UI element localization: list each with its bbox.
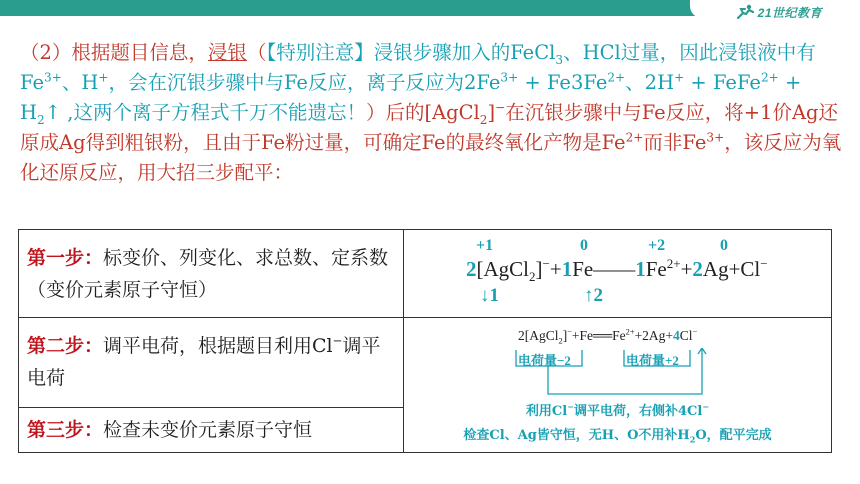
charge-balance-equation — [412, 322, 823, 400]
para-open-paren: （ — [246, 41, 267, 64]
species-fe2: Fe — [645, 256, 667, 281]
para-note-8: + H — [20, 71, 802, 124]
eq-plus: + — [680, 256, 693, 281]
step-1-title: 第一步： — [27, 246, 104, 269]
para-sup: + — [674, 70, 685, 85]
para-note-5: + Fe3Fe — [518, 71, 608, 94]
eq-sub: 2 — [558, 336, 563, 346]
para-sup: 3+ — [500, 70, 519, 85]
step-2-text-b: 调平电荷 — [27, 335, 381, 390]
note-atom-check — [412, 424, 823, 448]
change-increase: ↑2 — [584, 284, 603, 306]
equation-line-1 — [466, 257, 768, 282]
eq-sup: − — [567, 327, 572, 337]
eq2-part: ] — [562, 328, 568, 344]
note-sub: 2 — [689, 434, 696, 445]
para-note-7: + FeFe — [684, 71, 761, 94]
step-row-1 — [19, 230, 832, 318]
ox-state-fe: 0 — [580, 236, 588, 254]
note-sup: − — [567, 401, 574, 412]
para-term-jinyin: 浸银 — [207, 41, 247, 64]
eq-sup: 2+ — [666, 255, 681, 271]
para-note-4: ，会在沉银步骤中与Fe反应，离子反应为2Fe — [108, 71, 501, 94]
brand-logo — [734, 2, 822, 22]
eq2-added-coef: 4 — [673, 328, 680, 344]
note-sup: − — [702, 401, 710, 412]
species-agcl2: [AgCl — [476, 256, 529, 281]
species-ag-cl: Ag+Cl — [702, 256, 761, 281]
eq2-part: +2Ag+ — [634, 328, 674, 344]
note-1-a: 利用Cl — [525, 404, 568, 420]
note-charge-balance — [412, 400, 823, 424]
step-1-text: 标变价、列变化、求总数、定系数（变价元素原子守恒） — [27, 246, 389, 301]
step-2-title: 第二步： — [27, 335, 104, 358]
step-2-text-a: 调平电荷，根据题目利用Cl — [103, 335, 333, 358]
para-red-3: 在沉银步骤中与Fe反应，将+1价Ag还原成Ag得到粗银粉，且由于Fe粉过量，可确定Fe的最终氧化产物是Fe — [20, 101, 839, 154]
step-3-text: 检查未变价元素原子守恒 — [103, 418, 313, 441]
para-sub: 2 — [37, 112, 45, 127]
para-intro: （2）根据题目信息， — [20, 41, 208, 64]
para-sup: 2+ — [607, 70, 626, 85]
para-note-9: ↑ ,这两个离子方程式千万不能遗忘！ — [44, 101, 366, 124]
para-red-2: ] — [487, 101, 496, 124]
para-sup: 3+ — [706, 130, 725, 145]
para-red-5: ，该反应为氧化还原反应，用大招三步配平： — [20, 131, 842, 184]
coef-fe: 1 — [561, 256, 573, 281]
para-sub: 3 — [555, 52, 564, 67]
ox-state-fe2: +2 — [648, 236, 666, 254]
eq2-part: +Fe══Fe — [571, 328, 626, 344]
step-2-text-sup: − — [332, 334, 343, 349]
para-red-1: ）后的[AgCl — [365, 101, 480, 124]
oxidation-state-equation — [412, 233, 823, 315]
runner-icon — [734, 4, 756, 20]
para-sup: 3+ — [44, 70, 62, 85]
eq-sup: − — [692, 327, 698, 337]
step-2-description — [19, 318, 404, 407]
charge-left-label: 电荷量−2 — [518, 353, 571, 369]
para-sub: 2 — [479, 112, 488, 127]
note-2-b: O，配平完成 — [695, 428, 772, 444]
species-bracket: ] — [535, 256, 543, 281]
eq-sub: 2 — [529, 268, 536, 284]
step-1-equation-cell — [404, 230, 832, 318]
step-3-title: 第三步： — [27, 418, 104, 441]
step-2-3-equation-cell — [404, 318, 832, 453]
para-sup: − — [495, 100, 506, 115]
ox-state-ag0: 0 — [720, 236, 728, 254]
explanation-paragraph — [20, 38, 846, 188]
para-note-3: 、H — [61, 71, 99, 94]
ox-state-ag: +1 — [476, 236, 494, 254]
eq2-part: Cl — [679, 328, 693, 344]
balancing-steps-table — [18, 229, 832, 453]
eq2-part: 2[AgCl — [518, 328, 559, 344]
para-sup: + — [98, 70, 109, 85]
note-2-a: 检查Cl、Ag皆守恒，无H、O不用补H — [463, 428, 690, 444]
eq-sup: 2+ — [625, 327, 635, 337]
charge-right-label: 电荷量+2 — [626, 353, 679, 369]
note-1-b: 调平电荷，右侧补4Cl — [573, 404, 703, 420]
step-3-description — [19, 407, 404, 452]
para-note-6: 、2H — [625, 71, 675, 94]
coef-agcl2: 2 — [466, 256, 477, 281]
change-decrease: ↓1 — [480, 284, 499, 306]
eq-sup: − — [760, 255, 768, 271]
para-red-4: 而非Fe — [643, 131, 707, 154]
eq-sup: − — [542, 255, 550, 271]
charge-bracket-lines — [512, 348, 722, 400]
para-note-2: 、HCl过量，因此浸银液中有Fe — [20, 41, 816, 94]
step-1-description — [19, 230, 404, 318]
eq-arrow: —— — [593, 256, 636, 281]
step-row-2 — [19, 318, 832, 407]
equation-line-2 — [518, 328, 697, 344]
para-sup: 2+ — [760, 70, 779, 85]
para-note-1: 【特别注意】浸银步骤加入的FeCl — [266, 41, 556, 64]
coef-fe2: 1 — [635, 256, 646, 281]
species-fe: Fe — [572, 256, 594, 281]
coef-ag: 2 — [692, 256, 703, 281]
para-sup: 2+ — [625, 130, 644, 145]
logo-text: 21世纪教育 — [757, 5, 822, 20]
eq-plus: + — [549, 256, 562, 281]
